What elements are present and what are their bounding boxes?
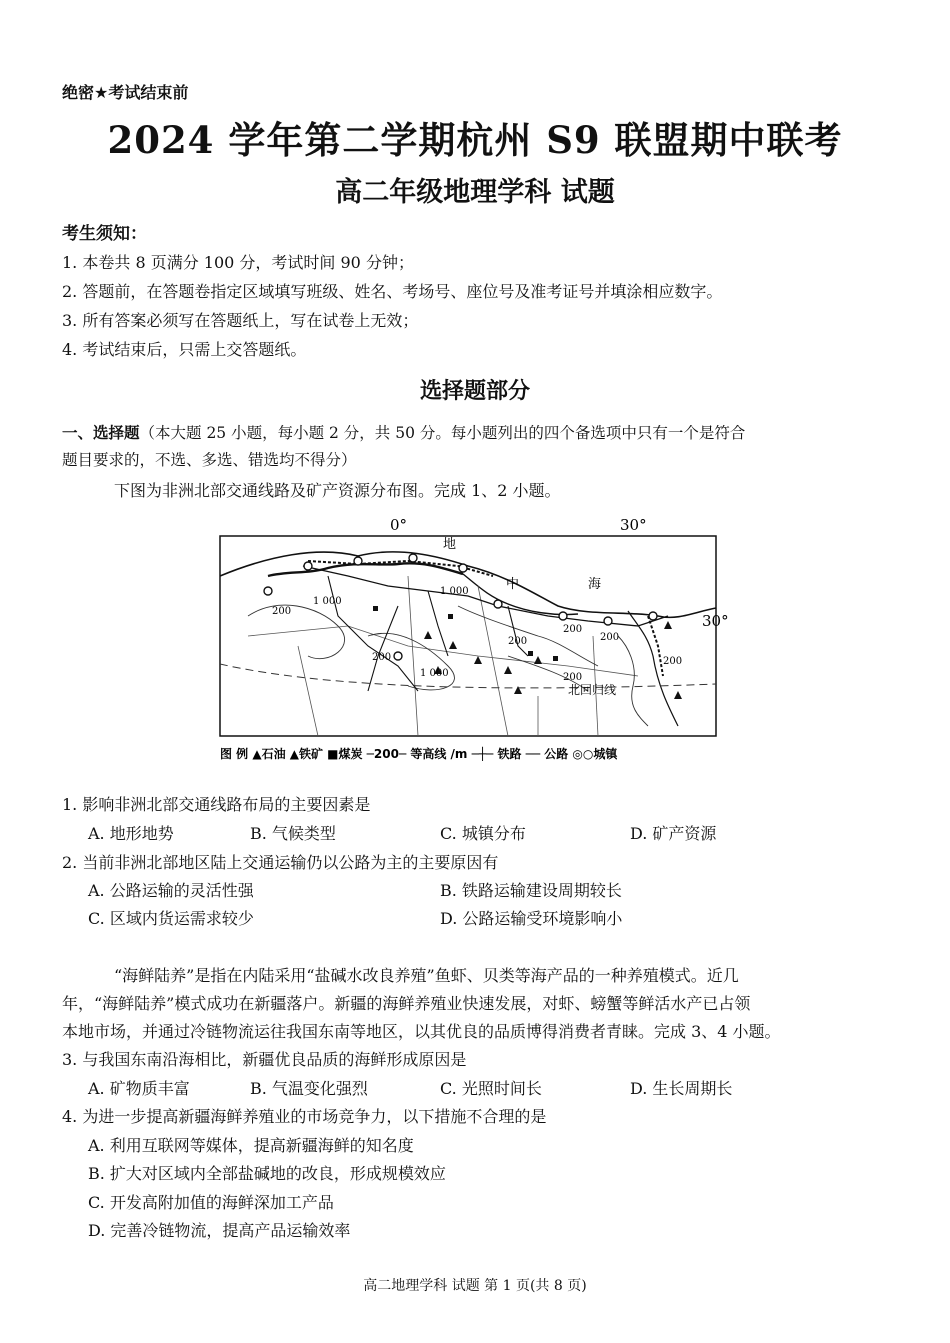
contour-label: 1 000 [440,586,469,597]
lat-30-label: 30° [702,612,728,630]
contour-label: 1 000 [313,596,342,607]
sea-label-1: 地 [443,537,457,552]
q1-stem: 1. 影响非洲北部交通线路布局的主要因素是 [62,795,371,814]
contour-label: 200 [663,656,683,667]
lon-0-label: 0° [390,516,408,534]
passage-line: “海鲜陆养”是指在内陆采用“盐碱水改良养殖”鱼虾、贝类等海产品的一种养殖模式。近几 [114,966,739,985]
q1-option-d: D. 矿产资源 [630,824,717,843]
q2-option-d: D. 公路运输受环境影响小 [440,909,623,928]
map-svg [208,516,728,766]
notice-heading: 考生须知： [62,224,147,244]
notice-item: 2. 答题前，在答题卷指定区域填写班级、姓名、考场号、座位号及准考证号并填涂相应数字。 [62,282,723,301]
page-footer: 高二地理学科 试题 第 1 页(共 8 页) [363,1278,587,1294]
intro-q1-2: 下图为非洲北部交通线路及矿产资源分布图。完成 1、2 小题。 [114,481,561,500]
notice-item: 3. 所有答案必须写在答题纸上，写在试卷上无效； [62,311,419,330]
contour-label: 200 [372,652,392,663]
contour-label: 200 [508,636,528,647]
part1-desc: （本大题 25 小题，每小题 2 分，共 50 分。每小题列出的四个备选项中只有一个是符合 [139,424,746,442]
q2-stem: 2. 当前非洲北部地区陆上交通运输仍以公路为主的主要原因有 [62,853,499,872]
q3-option-b: B. 气温变化强烈 [250,1079,368,1098]
notice-item: 4. 考试结束后，只需上交答题纸。 [62,340,307,359]
q4-option-c: C. 开发高附加值的海鲜深加工产品 [88,1193,334,1212]
part1-label: 一、选择题 [62,424,140,442]
contour-label: 200 [272,606,292,617]
exam-subtitle: 高二年级地理学科 试题 [335,177,615,208]
contour-label: 200 [600,632,620,643]
q3-option-c: C. 光照时间长 [440,1079,542,1098]
exam-title: 2024 学年第二学期杭州 S9 联盟期中联考 [107,118,843,162]
q1-option-a: A. 地形地势 [88,824,174,843]
contour-label: 200 [563,624,583,635]
section-title: 选择题部分 [419,378,530,404]
passage-line: 年，“海鲜陆养”模式成功在新疆落户。新疆的海鲜养殖业快速发展，对虾、螃蟹等鲜活水产已占领 [62,994,751,1013]
q3-option-d: D. 生长周期长 [630,1079,733,1098]
q3-stem: 3. 与我国东南沿海相比，新疆优良品质的海鲜形成原因是 [62,1050,467,1069]
contour-label: 200 [563,672,583,683]
passage-line: 本地市场，并通过冷链物流运往我国东南等地区，以其优良的品质博得消费者青睐。完成 3、4 小题。 [62,1022,781,1041]
q3-option-a: A. 矿物质丰富 [88,1079,190,1098]
q4-option-a: A. 利用互联网等媒体，提高新疆海鲜的知名度 [88,1136,414,1155]
contour-label: 1 000 [420,668,449,679]
q2-option-a: A. 公路运输的灵活性强 [88,881,254,900]
q1-option-c: C. 城镇分布 [440,824,526,843]
lon-30-label: 30° [620,516,647,534]
notice-item: 1. 本卷共 8 页满分 100 分，考试时间 90 分钟； [62,253,414,272]
q4-option-d: D. 完善冷链物流，提高产品运输效率 [88,1221,351,1240]
tropic-label: 北回归线 [568,683,617,697]
confidential-mark: 绝密★考试结束前 [62,83,189,102]
part1-heading [62,421,745,443]
part1-desc-cont: 题目要求的，不选、多选、错选均不得分） [62,451,357,469]
q2-option-b: B. 铁路运输建设周期较长 [440,881,622,900]
sea-label-3: 海 [588,577,602,592]
q1-option-b: B. 气候类型 [250,824,336,843]
north-africa-map [208,516,728,766]
q2-option-c: C. 区域内货运需求较少 [88,909,254,928]
q4-option-b: B. 扩大对区域内全部盐碱地的改良，形成规模效应 [88,1164,446,1183]
q4-stem: 4. 为进一步提高新疆海鲜养殖业的市场竞争力，以下措施不合理的是 [62,1107,547,1126]
map-legend: 图 例 ▲石油 ▲铁矿 ■煤炭 ─200─ 等高线 /m ─┼─ 铁路 ── 公路 ◎○城镇 [220,747,618,761]
sea-label-2: 中 [506,577,520,592]
